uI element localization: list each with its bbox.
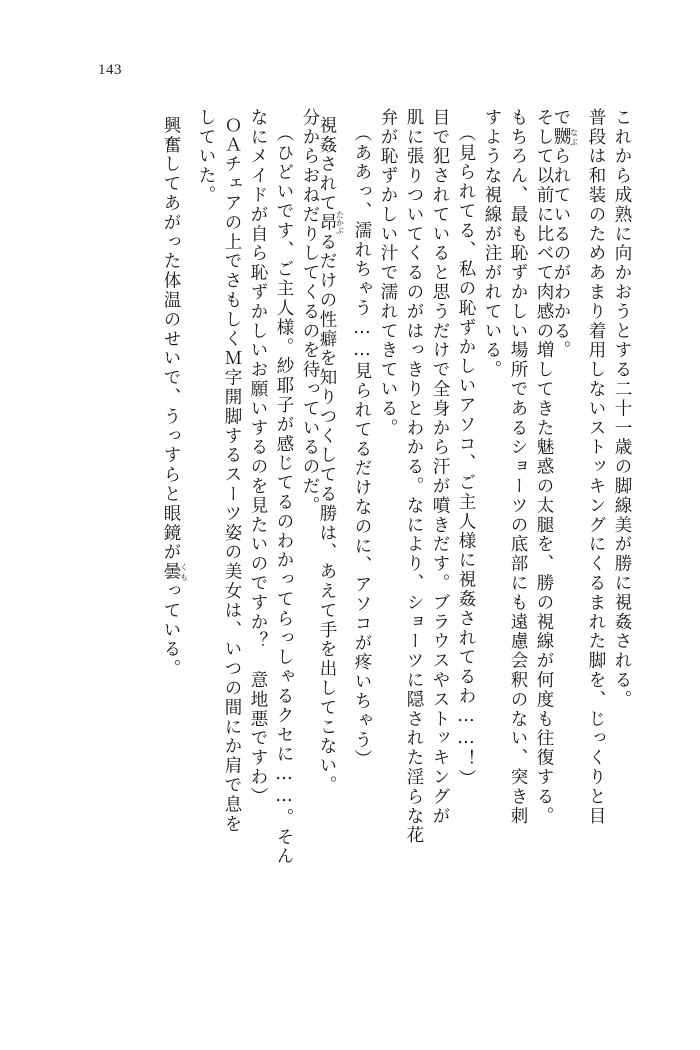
text-column: なにメイドが自ら恥ずかしいお願いするのを見たいのですか？ 意地悪ですわ） — [248, 108, 268, 807]
text-column: 目で犯されていると思うだけで全身から汗が噴きだす。ブラウスやストッキングが — [430, 108, 450, 826]
ruby-annotation: 昂たかぶ — [317, 210, 345, 235]
ruby-annotation: 嬲なぶ — [551, 127, 579, 147]
vertical-text-block — [70, 108, 630, 1008]
text-column: 肌に張りついてくるのがはっきりとわかる。なにより、ショーツに隠された淫らな花 — [404, 108, 424, 846]
text-column: もちろん、最も恥ずかしい場所であるショーツの底部にも遠慮会釈のない、突き刺 — [508, 108, 528, 826]
text-column: 弁が恥ずかしい汁で濡れてきている。 — [378, 108, 398, 438]
text-column: 視姦されて昂たかぶるだけの性癖を知りつくしてる勝は、あえて手を出してこない。 — [317, 116, 345, 796]
text-column: （ひどいです、ご主人様。紗耶子が感じてるのわかってらっしゃるクセに……。そん — [274, 124, 294, 867]
text-column: していた。 — [196, 108, 216, 205]
text-column: （見られてる、私の恥ずかしいアソコ、ご主人様に視姦されてるわ……！） — [456, 124, 476, 789]
text-column: で嬲なぶられているのがわかる。 — [551, 108, 579, 361]
page-number: 143 — [98, 62, 122, 78]
text-column: 分からおねだりしてくるのを待っているのだ。 — [300, 108, 320, 516]
text-column: これから成熟に向かおうとする二十一歳の脚線美が勝に視姦される。 — [612, 108, 632, 710]
text-column: 興奮してあがった体温のせいで、うっすらと眼鏡が曇くもっている。 — [161, 116, 189, 679]
text-column: 普段は和装のためあまり着用しないストッキングにくるまれた脚を、じっくりと目 — [586, 108, 606, 826]
ruby-annotation: 曇くも — [161, 562, 189, 582]
text-column: ＯＡチェアの上でさもしくＭ字開脚するスーツ姿の美女は、いつの間にか肩で息を — [222, 116, 242, 834]
text-column: そして以前に比べて肉感の増してきた魅惑の太腿を、勝の視線が何度も往復する。 — [534, 108, 554, 826]
text-column: （ああっ、濡れちゃう……見られてるだけなのに、アソコが疼いちゃう） — [352, 124, 372, 770]
text-column: すような視線が注がれている。 — [482, 108, 502, 380]
